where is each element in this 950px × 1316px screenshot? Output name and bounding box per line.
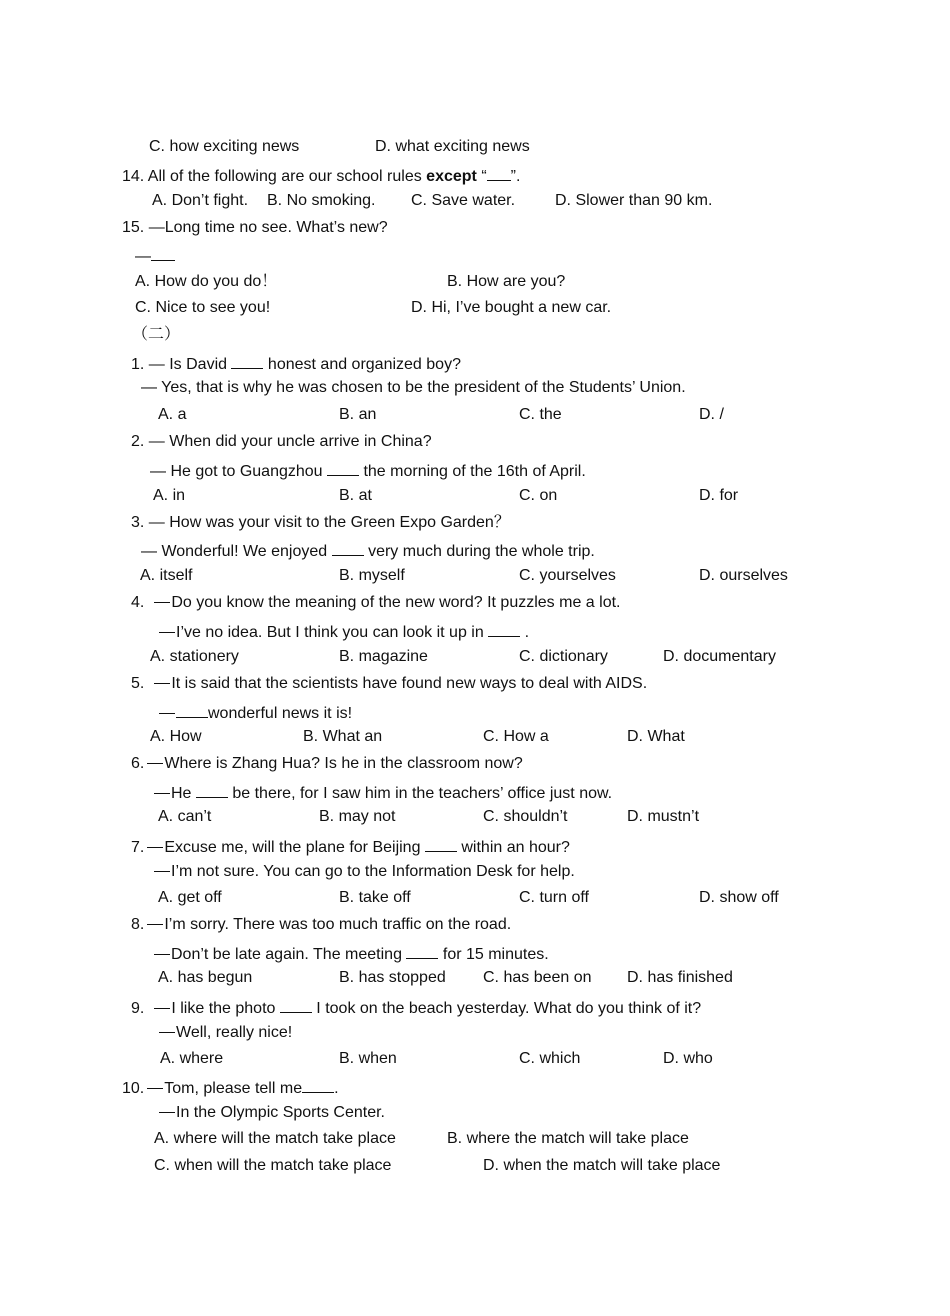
q14-option-d: D. Slower than 90 km. bbox=[555, 192, 713, 209]
answer-blank bbox=[302, 1078, 334, 1093]
q7-option-c: C. turn off bbox=[519, 889, 589, 906]
question-1-line2: — Yes, that is why he was chosen to be the president of the Students’ Union. bbox=[141, 379, 686, 396]
q8-option-d: D. has finished bbox=[627, 969, 733, 986]
q8-option-b: B. has stopped bbox=[339, 969, 446, 986]
emphasis-except: except bbox=[426, 168, 477, 185]
answer-blank bbox=[280, 998, 312, 1013]
question-6-line1: 6. Where is Zhang Hua? Is he in the classroom now? bbox=[131, 755, 523, 772]
q5-option-d: D. What bbox=[627, 728, 685, 745]
q2-option-d: D. for bbox=[699, 487, 739, 504]
q2-option-a: A. in bbox=[153, 487, 186, 504]
q10-option-b: B. where the match will take place bbox=[447, 1130, 689, 1147]
q3-option-c: C. yourselves bbox=[519, 567, 616, 584]
question-15-reply: — bbox=[135, 246, 175, 265]
q7-option-d: D. show off bbox=[699, 889, 779, 906]
question-9-line2: Well, really nice! bbox=[159, 1025, 292, 1041]
q6-option-c: C. shouldn’t bbox=[483, 808, 568, 825]
question-2-line1: 2. — When did your uncle arrive in China? bbox=[131, 433, 432, 450]
q15-option-d: D. Hi, I’ve bought a new car. bbox=[411, 299, 612, 316]
question-14-stem: 14. All of the following are our school rules except “ ”. bbox=[122, 168, 521, 185]
q15-option-c: C. Nice to see you! bbox=[135, 299, 271, 316]
q3-option-a: A. itself bbox=[140, 567, 193, 584]
question-10-line1: 10. Tom, please tell me . bbox=[122, 1080, 339, 1097]
q6-option-a: A. can’t bbox=[158, 808, 212, 825]
q10-option-c: C. when will the match take place bbox=[154, 1157, 392, 1174]
question-5-line1: 5. It is said that the scientists have found new ways to deal with AIDS. bbox=[131, 675, 648, 692]
q4-option-d: D. documentary bbox=[663, 648, 776, 665]
answer-blank bbox=[332, 541, 364, 556]
answer-blank bbox=[231, 354, 263, 369]
q15-option-a: A. How do you do！ bbox=[135, 273, 278, 290]
q14-option-b: B. No smoking. bbox=[267, 192, 376, 209]
question-9-line1: 9. I like the photo I took on the beach yesterday. What do you think of it? bbox=[131, 1000, 702, 1017]
q4-option-c: C. dictionary bbox=[519, 648, 608, 665]
q5-option-a: A. How bbox=[150, 728, 202, 745]
section-heading: （二） bbox=[132, 326, 181, 343]
question-10-line2: In the Olympic Sports Center. bbox=[159, 1105, 385, 1121]
question-7-line2: I’m not sure. You can go to the Information Desk for help. bbox=[154, 864, 575, 880]
option-c: C. how exciting news bbox=[149, 138, 300, 155]
q4-option-b: B. magazine bbox=[339, 648, 428, 665]
answer-blank bbox=[327, 461, 359, 476]
q15-option-b: B. How are you? bbox=[447, 273, 566, 290]
question-4-line1: 4. Do you know the meaning of the new word? It puzzles me a lot. bbox=[131, 594, 621, 611]
answer-blank bbox=[487, 166, 511, 181]
q5-option-b: B. What an bbox=[303, 728, 383, 745]
answer-blank bbox=[151, 246, 175, 261]
q3-option-d: D. ourselves bbox=[699, 567, 788, 584]
q8-option-c: C. has been on bbox=[483, 969, 592, 986]
q14-option-c: C. Save water. bbox=[411, 192, 516, 209]
option-d: D. what exciting news bbox=[375, 138, 530, 155]
q1-option-c: C. the bbox=[519, 406, 562, 423]
q5-option-c: C. How a bbox=[483, 728, 549, 745]
q6-option-d: D. mustn’t bbox=[627, 808, 700, 825]
question-8-line1: 8. I’m sorry. There was too much traffic on the road. bbox=[131, 916, 512, 933]
q2-option-b: B. at bbox=[339, 487, 372, 504]
question-3-line1: 3. — How was your visit to the Green Expo Garden？ bbox=[131, 514, 510, 531]
question-3-line2: — Wonderful! We enjoyed very much during the whole trip. bbox=[141, 543, 595, 560]
q1-option-b: B. an bbox=[339, 406, 377, 423]
answer-blank bbox=[425, 837, 457, 852]
q4-option-a: A. stationery bbox=[150, 648, 239, 665]
answer-blank bbox=[406, 944, 438, 959]
question-5-line2: wonderful news it is! bbox=[159, 703, 352, 722]
q7-option-a: A. get off bbox=[158, 889, 222, 906]
question-15-stem: 15. —Long time no see. What’s new? bbox=[122, 219, 388, 236]
q1-option-a: A. a bbox=[158, 406, 187, 423]
q9-option-c: C. which bbox=[519, 1050, 581, 1067]
q1-option-d: D. / bbox=[699, 406, 724, 423]
question-2-line2: — He got to Guangzhou the morning of the 16th of April. bbox=[150, 463, 586, 480]
q9-option-a: A. where bbox=[160, 1050, 224, 1067]
question-4-line2: I’ve no idea. But I think you can look it up in . bbox=[159, 622, 529, 641]
question-8-line2: Don’t be late again. The meeting for 15 minutes. bbox=[154, 944, 549, 963]
q3-option-b: B. myself bbox=[339, 567, 405, 584]
q8-option-a: A. has begun bbox=[158, 969, 253, 986]
answer-blank bbox=[176, 703, 208, 718]
q2-option-c: C. on bbox=[519, 487, 558, 504]
question-1-line1: 1. — Is David honest and organized boy? bbox=[131, 356, 461, 373]
q9-option-b: B. when bbox=[339, 1050, 397, 1067]
q10-option-a: A. where will the match take place bbox=[154, 1130, 396, 1147]
question-6-line2: He be there, for I saw him in the teachers’ office just now. bbox=[154, 783, 612, 802]
question-7-line1: 7. Excuse me, will the plane for Beijing within an hour? bbox=[131, 839, 570, 856]
q6-option-b: B. may not bbox=[319, 808, 396, 825]
q14-option-a: A. Don’t fight. bbox=[152, 192, 249, 209]
q10-option-d: D. when the match will take place bbox=[483, 1157, 721, 1174]
q9-option-d: D. who bbox=[663, 1050, 713, 1067]
answer-blank bbox=[196, 783, 228, 798]
answer-blank bbox=[488, 622, 520, 637]
q7-option-b: B. take off bbox=[339, 889, 411, 906]
